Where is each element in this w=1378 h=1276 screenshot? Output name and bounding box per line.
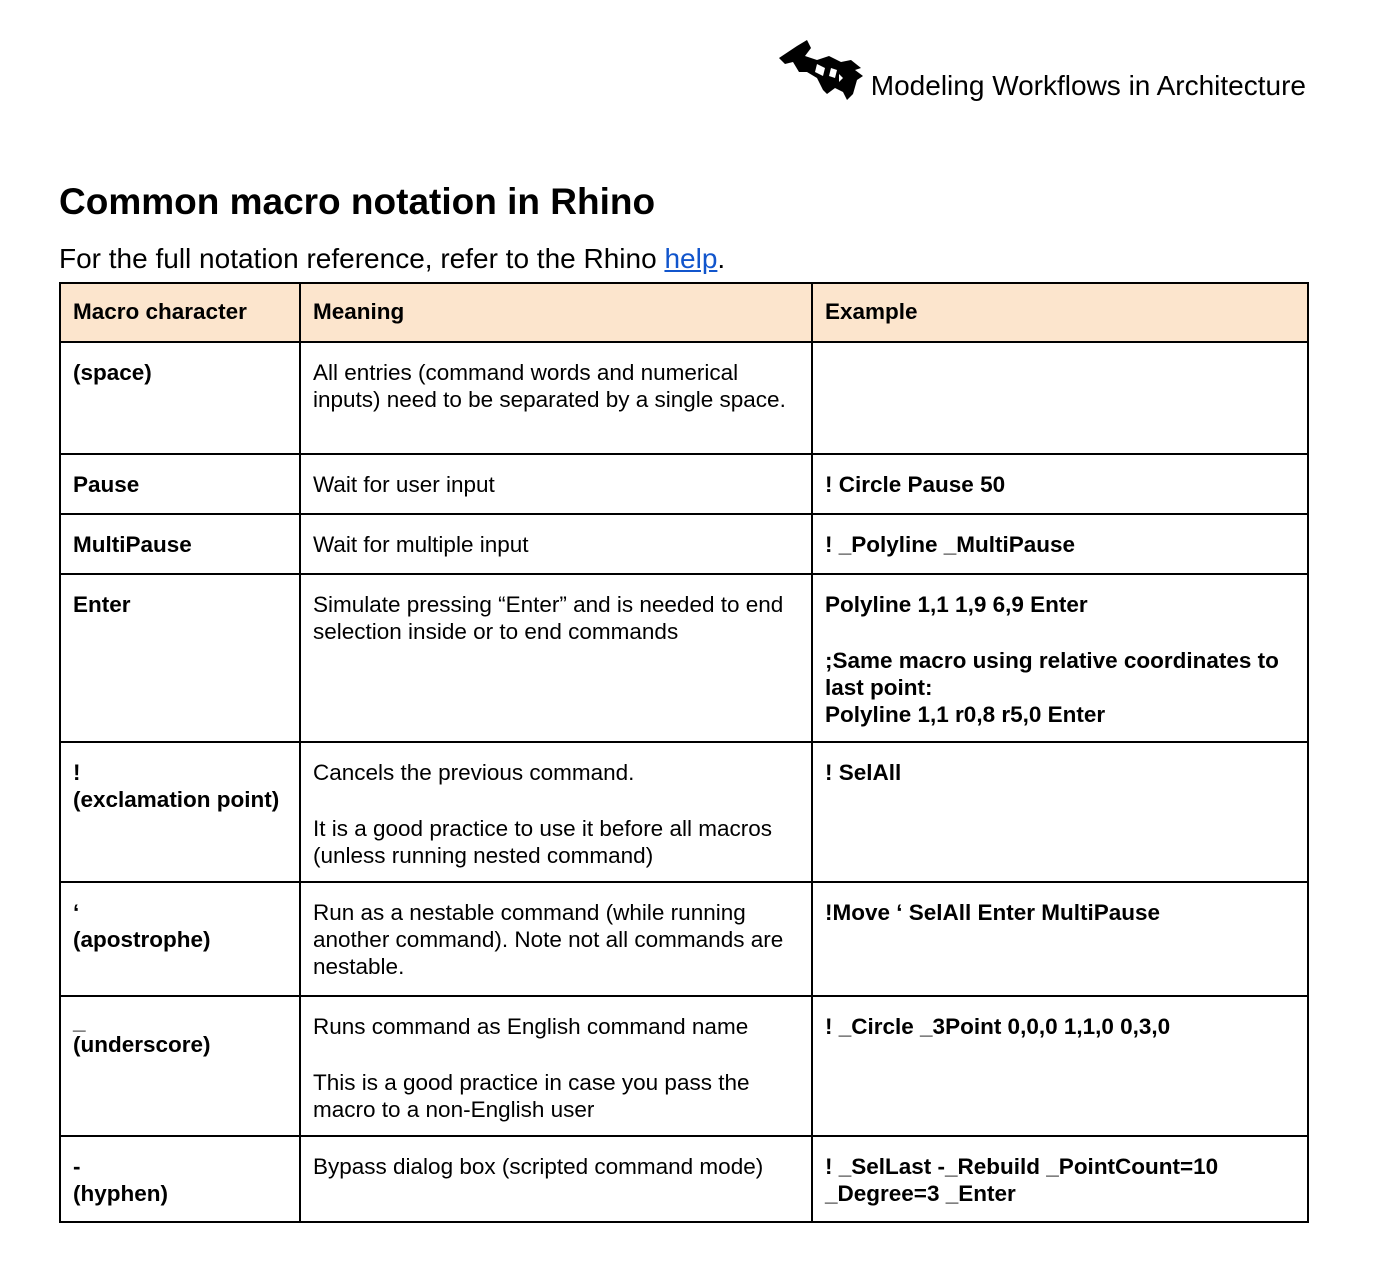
example-cell — [812, 514, 1308, 574]
macro-character-cell — [60, 514, 300, 574]
meaning-cell — [300, 454, 812, 514]
meaning-cell — [300, 342, 812, 454]
macro-character-text: MultiPause — [73, 532, 192, 557]
example-cell — [812, 882, 1308, 996]
table-row — [60, 514, 1308, 574]
macro-character-cell — [60, 1136, 300, 1222]
meaning-text: Wait for user input — [313, 472, 495, 497]
macro-character-symbol: ‘ — [73, 900, 80, 925]
table-row — [60, 882, 1308, 996]
macro-character-text: (hyphen) — [73, 1181, 168, 1206]
table-header-row — [60, 283, 1308, 342]
subtitle-prefix: For the full notation reference, refer to the Rhino — [59, 243, 665, 274]
table-row — [60, 1136, 1308, 1222]
example-text: ! _Polyline _MultiPause — [825, 532, 1076, 557]
meaning-text: Simulate pressing “Enter” and is needed to end selection inside or to end commands — [313, 592, 784, 644]
macro-character-text: Enter — [73, 592, 131, 617]
meaning-text: This is a good practice in case you pass the macro to a non-English user — [313, 1070, 750, 1122]
macro-character-text: (apostrophe) — [73, 927, 211, 952]
example-text: !Move ‘ SelAll Enter MultiPause — [825, 900, 1161, 925]
meaning-text: Cancels the previous command. — [313, 760, 635, 785]
meaning-cell — [300, 882, 812, 996]
meaning-text: Run as a nestable command (while running another command). Note not all commands are nestable. — [313, 900, 784, 979]
rhino-logo-icon — [777, 38, 869, 106]
macro-character-symbol: - — [73, 1154, 81, 1179]
example-text: Polyline 1,1 1,9 6,9 Enter — [825, 592, 1088, 617]
macro-character-symbol: _ — [73, 1009, 86, 1034]
macro-character-text: (space) — [73, 360, 152, 385]
example-cell — [812, 342, 1308, 454]
macro-character-cell — [60, 342, 300, 454]
example-cell — [812, 742, 1308, 882]
meaning-text: It is a good practice to use it before all macros (unless running nested command) — [313, 816, 772, 868]
macro-character-cell — [60, 574, 300, 742]
meaning-text: Wait for multiple input — [313, 532, 529, 557]
table-row — [60, 342, 1308, 454]
table-row — [60, 454, 1308, 514]
example-text: ! _Circle _3Point 0,0,0 1,1,0 0,3,0 — [825, 1014, 1171, 1039]
meaning-cell — [300, 996, 812, 1136]
macro-character-cell — [60, 454, 300, 514]
table-row — [60, 574, 1308, 742]
macro-character-text: (exclamation point) — [73, 787, 280, 812]
example-text: ! _SelLast -_Rebuild _PointCount=10 _Degree=3 _Enter — [825, 1154, 1219, 1206]
meaning-cell — [300, 574, 812, 742]
meaning-text: Runs command as English command name — [313, 1014, 749, 1039]
example-text: ! Circle Pause 50 — [825, 472, 1006, 497]
macro-character-text: (underscore) — [73, 1032, 211, 1057]
column-header-macro-character: Macro character — [60, 283, 300, 342]
table-row — [60, 742, 1308, 882]
table-row — [60, 996, 1308, 1136]
macro-character-text: Pause — [73, 472, 140, 497]
macro-character-cell — [60, 882, 300, 996]
meaning-cell — [300, 514, 812, 574]
macro-character-cell — [60, 742, 300, 882]
example-cell — [812, 454, 1308, 514]
subtitle-suffix: . — [717, 243, 726, 274]
page-title: Common macro notation in Rhino — [59, 181, 656, 222]
column-header-meaning: Meaning — [300, 283, 812, 342]
macro-notation-table — [59, 282, 1309, 1223]
example-text: ! SelAll — [825, 760, 902, 785]
example-cell — [812, 996, 1308, 1136]
example-cell — [812, 574, 1308, 742]
meaning-text: Bypass dialog box (scripted command mode) — [313, 1154, 764, 1179]
meaning-cell — [300, 742, 812, 882]
column-header-example: Example — [812, 283, 1308, 342]
macro-character-cell — [60, 996, 300, 1136]
example-cell — [812, 1136, 1308, 1222]
page-subtitle — [59, 242, 725, 276]
meaning-cell — [300, 1136, 812, 1222]
header-title: Modeling Workflows in Architecture — [870, 70, 1306, 101]
macro-character-symbol: ! — [73, 760, 81, 785]
example-text: Polyline 1,1 r0,8 r5,0 Enter — [825, 702, 1106, 727]
example-comment-text: ;Same macro using relative coordinates to last point: — [825, 648, 1279, 700]
document-header — [777, 38, 1306, 102]
help-link[interactable]: help — [664, 243, 718, 274]
meaning-text: All entries (command words and numerical inputs) need to be separated by a single space. — [313, 360, 786, 412]
